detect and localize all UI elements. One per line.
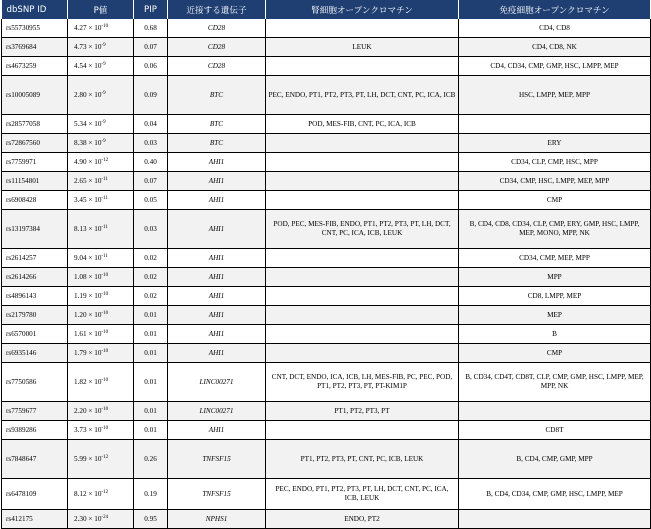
p-value-base: × 10: [86, 489, 102, 498]
p-value-mantissa: 5.99: [74, 454, 87, 463]
nearby-gene-cell: LINC00271: [168, 363, 266, 402]
p-value-mantissa: 8.38: [74, 138, 87, 147]
p-value-mantissa: 1.20: [74, 310, 87, 319]
kidney-chromatin-cell: [266, 306, 459, 325]
p-value-exponent: -10: [101, 310, 109, 316]
p-value-exponent: -11: [101, 253, 108, 259]
p-value-cell: [68, 210, 134, 249]
p-value-base: × 10: [86, 90, 102, 99]
immune-chromatin-cell: [459, 402, 651, 421]
p-value-cell: [68, 510, 134, 529]
p-value-mantissa: 8.13: [74, 224, 87, 233]
p-value-mantissa: 9.04: [74, 253, 87, 262]
snp-id-cell: rs6935146: [2, 344, 68, 363]
p-value-mantissa: 3.45: [74, 195, 87, 204]
pip-cell: 0.03: [134, 134, 168, 153]
p-value-exponent: -12: [101, 454, 109, 460]
kidney-chromatin-cell: [266, 344, 459, 363]
immune-chromatin-cell: CD4, CD8, NK: [459, 38, 651, 57]
immune-chromatin-cell: CD34, CLP, CMP, HSC, MPP: [459, 153, 651, 172]
immune-chromatin-cell: HSC, LMPP, MEP, MPP: [459, 76, 651, 115]
nearby-gene-cell: AHI1: [168, 287, 266, 306]
p-value-cell: [68, 57, 134, 76]
p-value-base: × 10: [86, 157, 102, 166]
table-header: [2, 0, 651, 19]
kidney-chromatin-cell: [266, 325, 459, 344]
p-value-mantissa: 2.20: [74, 406, 87, 415]
pip-cell: 0.01: [134, 402, 168, 421]
p-value-exponent: -10: [101, 348, 109, 354]
immune-chromatin-cell: ERY: [459, 134, 651, 153]
table-row: [2, 191, 651, 210]
table-row: [2, 76, 651, 115]
table-row: [2, 57, 651, 76]
snp-id-cell: rs55730955: [2, 19, 68, 38]
nearby-gene-cell: AHI1: [168, 249, 266, 268]
immune-chromatin-cell: CMP: [459, 191, 651, 210]
snp-id-cell: rs9389286: [2, 421, 68, 440]
p-value-exponent: -11: [101, 195, 108, 201]
p-value-base: × 10: [86, 253, 102, 262]
nearby-gene-cell: AHI1: [168, 210, 266, 249]
table-row: [2, 479, 651, 510]
immune-chromatin-cell: CD8T: [459, 421, 651, 440]
kidney-chromatin-cell: PEC, ENDO, PT1, PT2, PT3, PT, LH, DCT, CNT, PC, ICA, ICB: [266, 76, 459, 115]
kidney-chromatin-cell: PT1, PT2, PT3, PT: [266, 402, 459, 421]
p-value-cell: [68, 440, 134, 479]
header-dbsnp-id: dbSNP ID: [2, 0, 68, 19]
pip-cell: 0.95: [134, 510, 168, 529]
pip-cell: 0.07: [134, 38, 168, 57]
immune-chromatin-cell: [459, 510, 651, 529]
pip-cell: 0.04: [134, 115, 168, 134]
pip-cell: 0.02: [134, 268, 168, 287]
p-value-mantissa: 2.65: [74, 176, 87, 185]
p-value-cell: [68, 325, 134, 344]
p-value-base: × 10: [86, 377, 102, 386]
p-value-base: × 10: [86, 291, 102, 300]
kidney-chromatin-cell: POD, PEC, MES-FIB, ENDO, PT1, PT2, PT3, PT, LH, DCT, CNT, PC, ICA, ICB, LEUK: [266, 210, 459, 249]
p-value-exponent: -11: [101, 224, 108, 230]
table-row: [2, 421, 651, 440]
p-value-exponent: -9: [101, 42, 106, 48]
table-row: [2, 19, 651, 38]
p-value-cell: [68, 479, 134, 510]
snp-id-cell: rs13197384: [2, 210, 68, 249]
snp-id-cell: rs11154801: [2, 172, 68, 191]
snp-id-cell: rs7759971: [2, 153, 68, 172]
p-value-exponent: -10: [101, 377, 109, 383]
snp-annotation-table: [1, 0, 651, 529]
p-value-exponent: -10: [101, 291, 109, 297]
kidney-chromatin-cell: CNT, DCT, ENDO, ICA, ICB, LH, MES-FIB, PC, PEC, POD, PT1, PT2, PT3, PT, PT-KIM1P: [266, 363, 459, 402]
p-value-base: × 10: [86, 42, 102, 51]
snp-id-cell: rs412175: [2, 510, 68, 529]
p-value-exponent: -24: [101, 514, 109, 520]
kidney-chromatin-cell: [266, 19, 459, 38]
p-value-exponent: -10: [101, 425, 109, 431]
kidney-chromatin-cell: POD, MES-FIB, CNT, PC, ICA, ICB: [266, 115, 459, 134]
immune-chromatin-cell: B: [459, 325, 651, 344]
p-value-base: × 10: [86, 406, 102, 415]
immune-chromatin-cell: B, CD34, CD4T, CD8T, CLP, CMP, GMP, HSC, LMPP, MEP, MPP, NK: [459, 363, 651, 402]
kidney-chromatin-cell: [266, 134, 459, 153]
p-value-exponent: -10: [101, 272, 109, 278]
table-row: [2, 402, 651, 421]
p-value-exponent: -10: [101, 406, 109, 412]
p-value-base: × 10: [86, 348, 102, 357]
table-row: [2, 325, 651, 344]
pip-cell: 0.01: [134, 421, 168, 440]
p-value-mantissa: 3.73: [74, 425, 87, 434]
immune-chromatin-cell: CD34, CMP, HSC, LMPP, MEP, MPP: [459, 172, 651, 191]
pip-cell: 0.01: [134, 344, 168, 363]
snp-id-cell: rs2179780: [2, 306, 68, 325]
p-value-exponent: -9: [101, 90, 106, 96]
nearby-gene-cell: CD28: [168, 38, 266, 57]
snp-id-cell: rs7759677: [2, 402, 68, 421]
nearby-gene-cell: AHI1: [168, 268, 266, 287]
header-p-value: P値: [68, 0, 134, 19]
table-row: [2, 268, 651, 287]
immune-chromatin-cell: CD8, LMPP, MEP: [459, 287, 651, 306]
table-row: [2, 344, 651, 363]
p-value-base: × 10: [86, 272, 102, 281]
kidney-chromatin-cell: [266, 57, 459, 76]
p-value-mantissa: 2.30: [74, 514, 87, 523]
kidney-chromatin-cell: LEUK: [266, 38, 459, 57]
table-row: [2, 210, 651, 249]
nearby-gene-cell: BTC: [168, 76, 266, 115]
p-value-mantissa: 1.79: [74, 348, 87, 357]
p-value-base: × 10: [86, 176, 102, 185]
immune-chromatin-cell: B, CD4, CMP, GMP, MPP: [459, 440, 651, 479]
pip-cell: 0.01: [134, 325, 168, 344]
pip-cell: 0.26: [134, 440, 168, 479]
snp-id-cell: rs6570001: [2, 325, 68, 344]
p-value-base: × 10: [86, 61, 102, 70]
p-value-cell: [68, 134, 134, 153]
p-value-mantissa: 1.08: [74, 272, 87, 281]
snp-id-cell: rs6908428: [2, 191, 68, 210]
immune-chromatin-cell: [459, 115, 651, 134]
pip-cell: 0.19: [134, 479, 168, 510]
nearby-gene-cell: AHI1: [168, 344, 266, 363]
p-value-exponent: -11: [101, 176, 108, 182]
nearby-gene-cell: AHI1: [168, 306, 266, 325]
table-row: [2, 363, 651, 402]
pip-cell: 0.68: [134, 19, 168, 38]
pip-cell: 0.07: [134, 172, 168, 191]
p-value-mantissa: 5.34: [74, 119, 87, 128]
immune-chromatin-cell: B, CD4, CD8, CD34, CLP, CMP, ERY, GMP, HSC, LMPP, MEP, MONO, MPP, NK: [459, 210, 651, 249]
p-value-base: × 10: [86, 425, 102, 434]
snp-id-cell: rs3769684: [2, 38, 68, 57]
table-body: [2, 19, 651, 529]
immune-chromatin-cell: CD34, CMP, MEP, MPP: [459, 249, 651, 268]
pip-cell: 0.05: [134, 191, 168, 210]
immune-chromatin-cell: CMP: [459, 344, 651, 363]
kidney-chromatin-cell: [266, 249, 459, 268]
immune-chromatin-cell: B, CD4, CD34, CMP, GMP, HSC, LMPP, MEP: [459, 479, 651, 510]
nearby-gene-cell: AHI1: [168, 153, 266, 172]
p-value-exponent: -9: [101, 138, 106, 144]
p-value-cell: [68, 421, 134, 440]
pip-cell: 0.01: [134, 363, 168, 402]
table-row: [2, 115, 651, 134]
nearby-gene-cell: BTC: [168, 115, 266, 134]
kidney-chromatin-cell: PEC, ENDO, PT1, PT2, PT3, PT, LH, DCT, CNT, PC, ICA, ICB, LEUK: [266, 479, 459, 510]
kidney-chromatin-cell: [266, 421, 459, 440]
table-row: [2, 134, 651, 153]
p-value-mantissa: 4.73: [74, 42, 87, 51]
header-kidney-chromatin: 腎細胞オープンクロマチン: [266, 0, 459, 19]
nearby-gene-cell: CD28: [168, 57, 266, 76]
nearby-gene-cell: TNFSF15: [168, 440, 266, 479]
p-value-cell: [68, 402, 134, 421]
p-value-cell: [68, 249, 134, 268]
p-value-exponent: -12: [101, 157, 109, 163]
snp-id-cell: rs4896143: [2, 287, 68, 306]
nearby-gene-cell: BTC: [168, 134, 266, 153]
immune-chromatin-cell: CD4, CD8: [459, 19, 651, 38]
p-value-base: × 10: [86, 195, 102, 204]
snp-id-cell: rs2614266: [2, 268, 68, 287]
pip-cell: 0.40: [134, 153, 168, 172]
kidney-chromatin-cell: [266, 191, 459, 210]
pip-cell: 0.02: [134, 249, 168, 268]
snp-id-cell: rs4673259: [2, 57, 68, 76]
nearby-gene-cell: AHI1: [168, 325, 266, 344]
immune-chromatin-cell: MEP: [459, 306, 651, 325]
kidney-chromatin-cell: [266, 287, 459, 306]
table-row: [2, 153, 651, 172]
p-value-cell: [68, 76, 134, 115]
kidney-chromatin-cell: [266, 268, 459, 287]
snp-id-cell: rs7750586: [2, 363, 68, 402]
p-value-cell: [68, 191, 134, 210]
immune-chromatin-cell: MPP: [459, 268, 651, 287]
nearby-gene-cell: AHI1: [168, 421, 266, 440]
kidney-chromatin-cell: ENDO, PT2: [266, 510, 459, 529]
p-value-cell: [68, 363, 134, 402]
table-row: [2, 287, 651, 306]
nearby-gene-cell: NPHS1: [168, 510, 266, 529]
snp-id-cell: rs7848647: [2, 440, 68, 479]
p-value-base: × 10: [86, 514, 102, 523]
pip-cell: 0.06: [134, 57, 168, 76]
p-value-cell: [68, 344, 134, 363]
p-value-cell: [68, 306, 134, 325]
snp-id-cell: rs10005089: [2, 76, 68, 115]
p-value-exponent: -12: [101, 489, 109, 495]
p-value-base: × 10: [86, 329, 102, 338]
snp-id-cell: rs6478109: [2, 479, 68, 510]
p-value-exponent: -9: [101, 119, 106, 125]
snp-id-cell: rs28577058: [2, 115, 68, 134]
p-value-mantissa: 1.19: [74, 291, 87, 300]
p-value-base: × 10: [86, 454, 102, 463]
header-immune-chromatin: 免疫細胞オープンクロマチン: [459, 0, 651, 19]
pip-cell: 0.01: [134, 306, 168, 325]
p-value-mantissa: 4.90: [74, 157, 87, 166]
pip-cell: 0.02: [134, 287, 168, 306]
p-value-cell: [68, 38, 134, 57]
nearby-gene-cell: AHI1: [168, 172, 266, 191]
p-value-cell: [68, 172, 134, 191]
p-value-base: × 10: [86, 224, 102, 233]
kidney-chromatin-cell: [266, 172, 459, 191]
snp-id-cell: rs72867560: [2, 134, 68, 153]
table-row: [2, 172, 651, 191]
p-value-cell: [68, 268, 134, 287]
p-value-exponent: -9: [101, 61, 106, 67]
table-row: [2, 306, 651, 325]
nearby-gene-cell: LINC00271: [168, 402, 266, 421]
p-value-mantissa: 4.54: [74, 61, 87, 70]
p-value-mantissa: 8.12: [74, 489, 87, 498]
snp-id-cell: rs2614257: [2, 249, 68, 268]
p-value-base: × 10: [86, 23, 102, 32]
p-value-base: × 10: [86, 310, 102, 319]
table-row: [2, 440, 651, 479]
p-value-exponent: -10: [101, 329, 109, 335]
p-value-base: × 10: [86, 138, 102, 147]
p-value-cell: [68, 153, 134, 172]
p-value-mantissa: 4.27: [74, 23, 87, 32]
nearby-gene-cell: CD28: [168, 19, 266, 38]
table-row: [2, 249, 651, 268]
p-value-exponent: -10: [101, 23, 109, 29]
kidney-chromatin-cell: PT1, PT2, PT3, PT, CNT, PC, ICB, LEUK: [266, 440, 459, 479]
header-pip: PIP: [134, 0, 168, 19]
nearby-gene-cell: AHI1: [168, 191, 266, 210]
table-row: [2, 38, 651, 57]
p-value-cell: [68, 19, 134, 38]
kidney-chromatin-cell: [266, 153, 459, 172]
table-row: [2, 510, 651, 529]
nearby-gene-cell: TNFSF15: [168, 479, 266, 510]
p-value-cell: [68, 115, 134, 134]
p-value-mantissa: 2.80: [74, 90, 87, 99]
p-value-mantissa: 1.82: [74, 377, 87, 386]
immune-chromatin-cell: CD4, CD34, CMP, GMP, HSC, LMPP, MEP: [459, 57, 651, 76]
pip-cell: 0.09: [134, 76, 168, 115]
p-value-mantissa: 1.61: [74, 329, 87, 338]
header-nearby-gene: 近接する遺伝子: [168, 0, 266, 19]
p-value-cell: [68, 287, 134, 306]
pip-cell: 0.03: [134, 210, 168, 249]
p-value-base: × 10: [86, 119, 102, 128]
